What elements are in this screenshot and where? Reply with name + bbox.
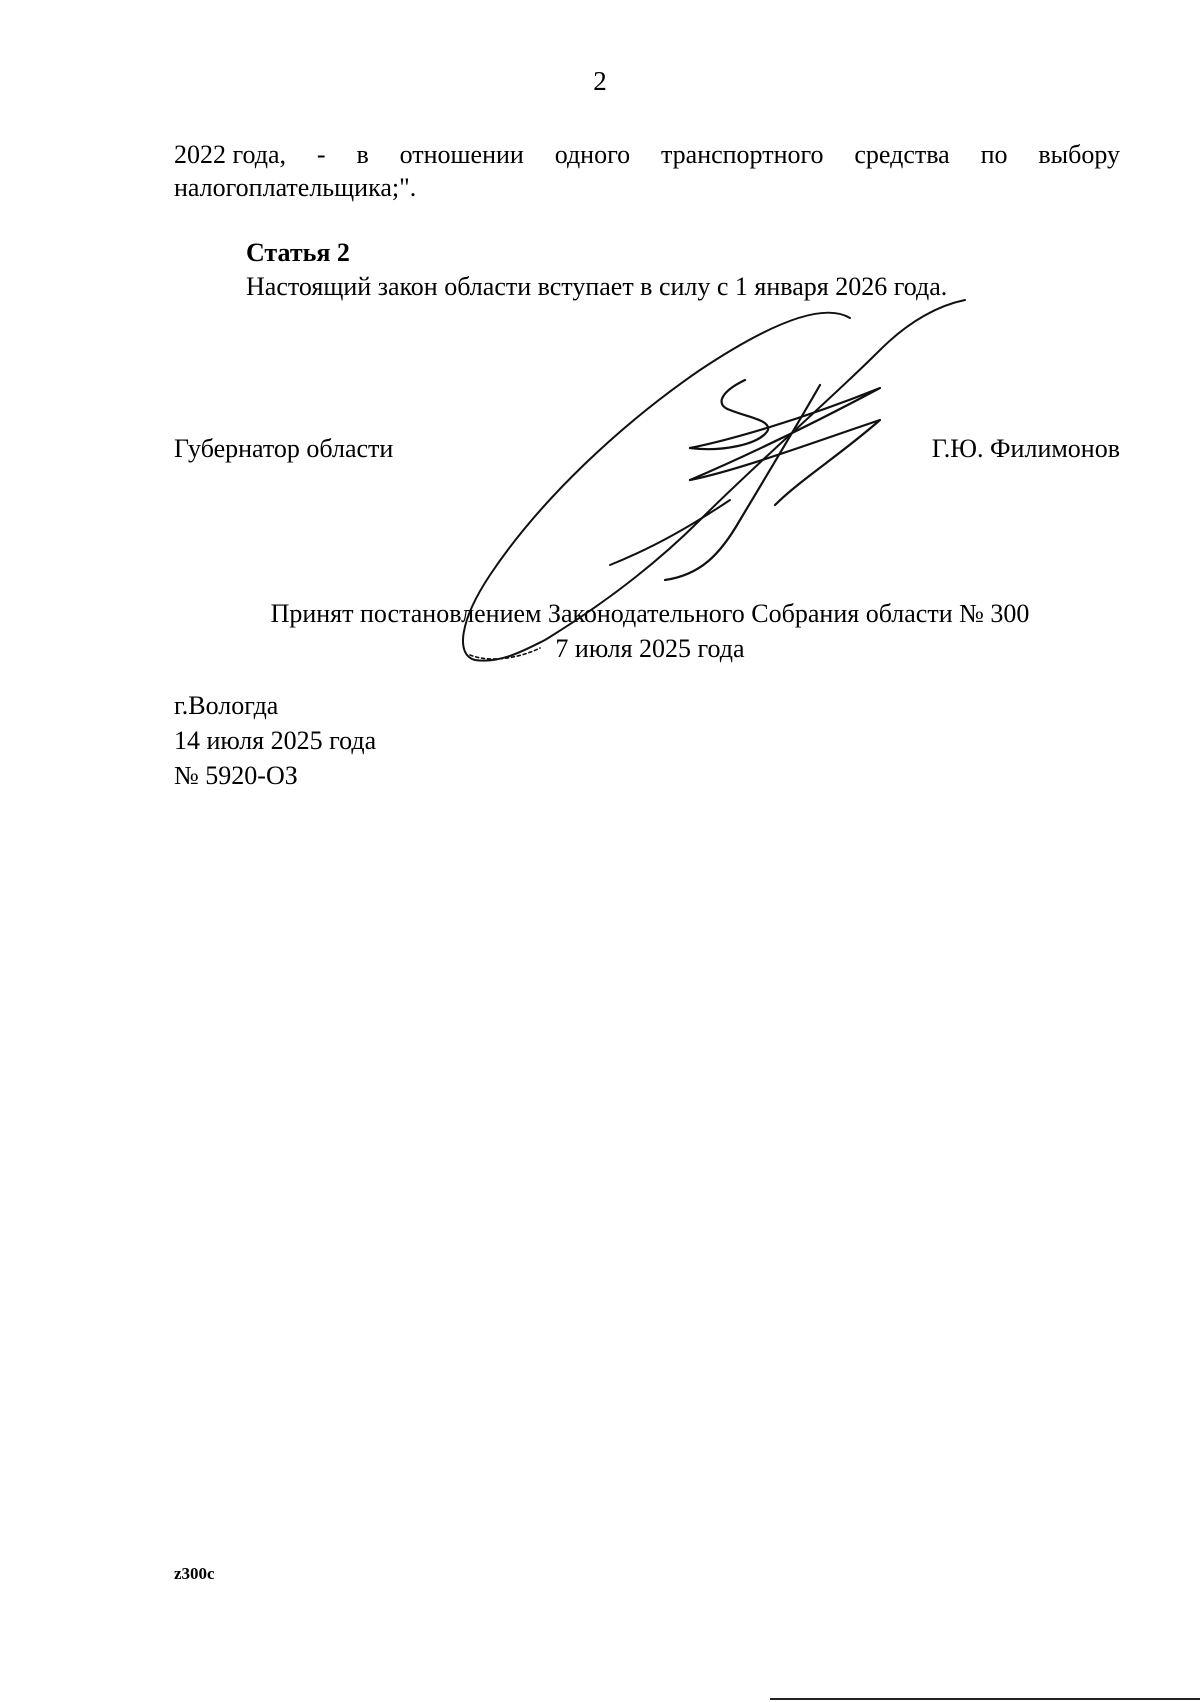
word: отношении <box>399 140 524 169</box>
word: в <box>356 140 369 169</box>
word: средства <box>854 140 950 169</box>
article-text: Настоящий закон области вступает в силу с 1 января 2026 года. <box>246 272 948 301</box>
word: по <box>980 140 1008 169</box>
signatory-role: Губернатор области <box>174 434 394 463</box>
document-code: z300c <box>174 1564 215 1583</box>
adoption-line-2: 7 июля 2025 года <box>555 634 745 663</box>
adoption-line-1: Принят постановлением Законодательного Собрания области № 300 <box>270 599 1030 628</box>
word: транспортного <box>660 140 824 169</box>
word: выбору <box>1038 140 1120 169</box>
signatory-name: Г.Ю. Филимонов <box>931 434 1120 463</box>
place-date-block <box>174 688 376 793</box>
continuation-paragraph <box>174 138 1120 204</box>
word: 2022 года, <box>174 140 287 169</box>
continuation-line-1 <box>174 138 1120 171</box>
word: - <box>316 140 326 169</box>
article-title: Статья 2 <box>246 238 350 267</box>
word: одного <box>554 140 631 169</box>
law-number: № 5920-ОЗ <box>174 761 298 790</box>
bottom-edge-rule <box>770 1698 1200 1700</box>
continuation-line-2: налогоплательщика;". <box>174 173 417 202</box>
page-number: 2 <box>593 66 607 96</box>
signing-date: 14 июля 2025 года <box>174 726 377 755</box>
city: г.Вологда <box>174 691 279 720</box>
